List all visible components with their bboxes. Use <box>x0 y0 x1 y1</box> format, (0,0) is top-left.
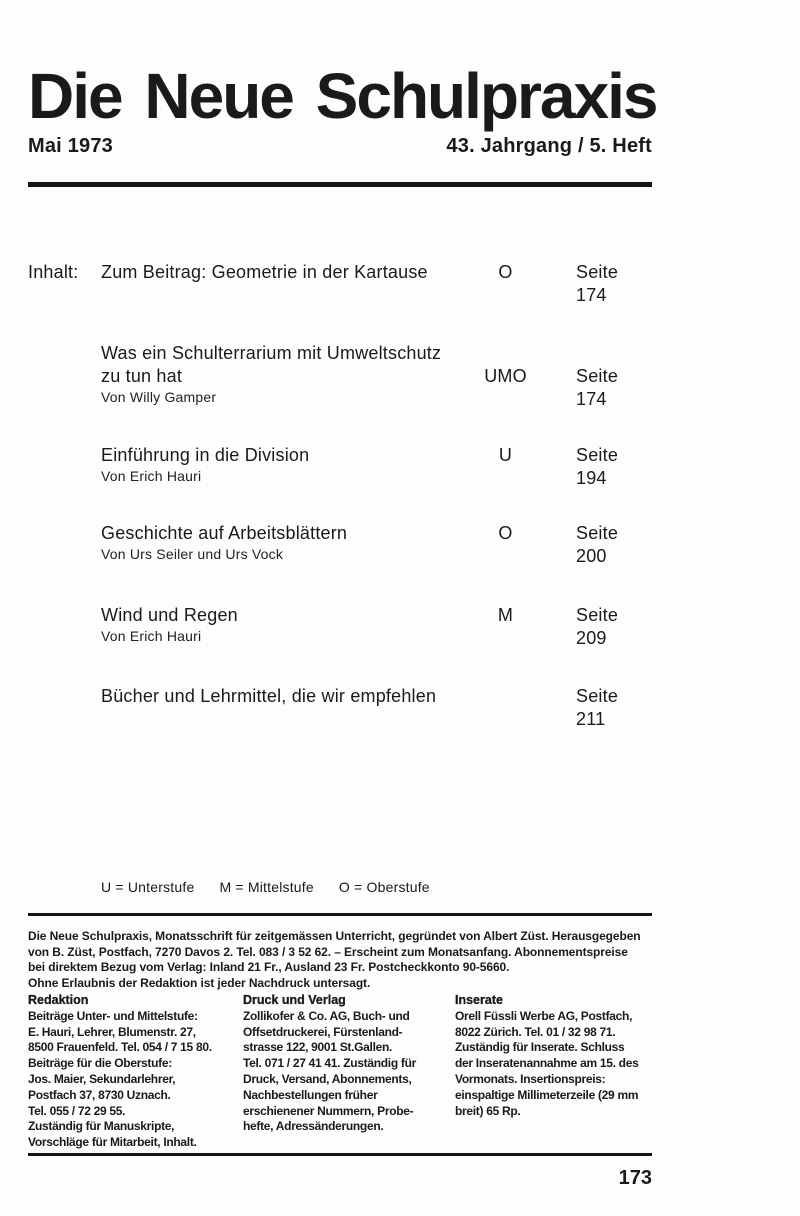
text-line: Nachbestellungen früher <box>243 1087 378 1102</box>
imprint-section <box>28 929 652 1151</box>
toc-entry-title: Geschichte auf Arbeitsblättern <box>101 523 348 543</box>
text-line: Jos. Maier, Sekundarlehrer, <box>28 1071 176 1086</box>
text-line: Die Neue Schulpraxis, Monatsschrift für zeitgemässen Unterricht, gegründet von Albert Züst. Herausgegeben <box>28 929 641 943</box>
column-lines <box>243 1009 455 1135</box>
toc-page-ref: Seite 174 <box>576 366 619 409</box>
toc-entry <box>28 604 652 650</box>
text-line: Tel. 071 / 27 41 41. Zuständig für <box>243 1056 416 1071</box>
toc-entry-author: Von Urs Seiler und Urs Vock <box>101 546 284 562</box>
footer-divider <box>28 1153 652 1156</box>
imprint-columns <box>28 993 652 1151</box>
text-line: Tel. 055 / 72 29 55. <box>28 1103 126 1118</box>
toc-category: O <box>498 262 513 282</box>
text-line: der Inseratenannahme am 15. des <box>455 1056 639 1071</box>
text-line: Beiträge für die Oberstufe: <box>28 1056 172 1071</box>
toc-entry <box>28 342 652 411</box>
text-line: Vorschläge für Mitarbeit, Inhalt. <box>28 1135 197 1150</box>
toc-inhalt-label: Inhalt: <box>28 262 79 282</box>
imprint-column-redaktion <box>28 993 243 1151</box>
column-heading: Redaktion <box>28 993 89 1007</box>
toc-entry-title-line2: zu tun hat <box>101 366 183 386</box>
toc-page-ref: Seite 211 <box>576 686 619 729</box>
text-line: Offsetdruckerei, Fürstenland- <box>243 1024 403 1039</box>
toc-entry-author: Von Willy Gamper <box>101 389 217 405</box>
text-line: einspaltige Millimeterzeile (29 mm <box>455 1087 639 1102</box>
column-heading: Inserate <box>455 993 503 1007</box>
table-of-contents <box>28 261 652 896</box>
text-line: Zuständig für Manuskripte, <box>28 1119 175 1134</box>
text-line: Ohne Erlaubnis der Redaktion ist jeder Nachdruck untersagt. <box>28 975 371 990</box>
issue-volume: 43. Jahrgang / 5. Heft <box>446 135 652 157</box>
legend-item-mittelstufe: M = Mittelstufe <box>219 879 314 895</box>
text-line: Beiträge Unter- und Mittelstufe: <box>28 1008 198 1023</box>
toc-entry-author: Von Erich Hauri <box>101 468 202 484</box>
text-line: Orell Füssli Werbe AG, Postfach, <box>455 1008 633 1023</box>
text-line: Postfach 37, 8730 Uznach. <box>28 1087 171 1102</box>
imprint-paragraph <box>28 929 652 991</box>
imprint-divider <box>28 913 652 916</box>
text-line: hefte, Adressänderungen. <box>243 1119 384 1134</box>
toc-entry-title: Einführung in die Division <box>101 445 310 465</box>
toc-category: O <box>498 523 513 543</box>
text-line: von B. Züst, Postfach, 7270 Davos 2. Tel. 083 / 3 52 62. – Erscheint zum Monatsanfang. Abonnementspreise <box>28 944 628 959</box>
level-legend <box>101 878 652 896</box>
toc-page-ref: Seite 194 <box>576 445 619 488</box>
imprint-column-inserate <box>455 993 652 1151</box>
legend-item-oberstufe: O = Oberstufe <box>338 879 430 895</box>
toc-category: U <box>498 445 513 465</box>
legend-item-unterstufe: U = Unterstufe <box>101 879 195 895</box>
toc-page-ref: Seite 174 <box>576 262 619 305</box>
toc-entry-author: Von Erich Hauri <box>101 628 202 644</box>
imprint-column-druck-und-verlag <box>243 993 455 1151</box>
toc-entry-title: Zum Beitrag: Geometrie in der Kartause <box>101 262 428 282</box>
text-line: Zollikofer & Co. AG, Buch- und <box>243 1008 410 1023</box>
toc-page-ref: Seite 209 <box>576 605 619 648</box>
magazine-title: Die Neue Schulpraxis <box>28 60 657 132</box>
toc-entry <box>28 685 652 731</box>
toc-category: UMO <box>484 366 527 386</box>
toc-entry <box>28 444 652 490</box>
column-heading: Druck und Verlag <box>243 993 346 1007</box>
text-line: breit) 65 Rp. <box>455 1103 521 1118</box>
toc-entry-title: Bücher und Lehrmittel, die wir empfehlen <box>101 686 437 706</box>
text-line: 8500 Frauenfeld. Tel. 054 / 7 15 80. <box>28 1040 212 1055</box>
text-line: 8022 Zürich. Tel. 01 / 32 98 71. <box>455 1024 616 1039</box>
toc-entry <box>28 522 652 568</box>
column-lines <box>28 1009 243 1151</box>
header-divider <box>28 182 652 187</box>
text-line: Zuständig für Inserate. Schluss <box>455 1040 625 1055</box>
toc-entry <box>28 261 652 307</box>
toc-page-ref: Seite 200 <box>576 523 619 566</box>
issue-date: Mai 1973 <box>28 135 113 157</box>
text-line: Vormonats. Insertionspreis: <box>455 1071 606 1086</box>
text-line: bei direktem Bezug vom Verlag: Inland 21 Fr., Ausland 23 Fr. Postcheckkonto 90-5660. <box>28 960 510 974</box>
text-line: erschienener Nummern, Probe- <box>243 1103 414 1118</box>
text-line: E. Hauri, Lehrer, Blumenstr. 27, <box>28 1024 196 1039</box>
toc-entry-title: Wind und Regen <box>101 605 238 625</box>
text-line: strasse 122, 9001 St.Gallen. <box>243 1040 393 1055</box>
column-lines <box>455 1009 652 1120</box>
toc-entry-title: Was ein Schulterrarium mit Umweltschutz <box>101 343 442 363</box>
toc-category: M <box>497 605 514 625</box>
issue-line <box>28 134 652 158</box>
text-line: Druck, Versand, Abonnements, <box>243 1071 412 1086</box>
page-number: 173 <box>618 1166 652 1189</box>
